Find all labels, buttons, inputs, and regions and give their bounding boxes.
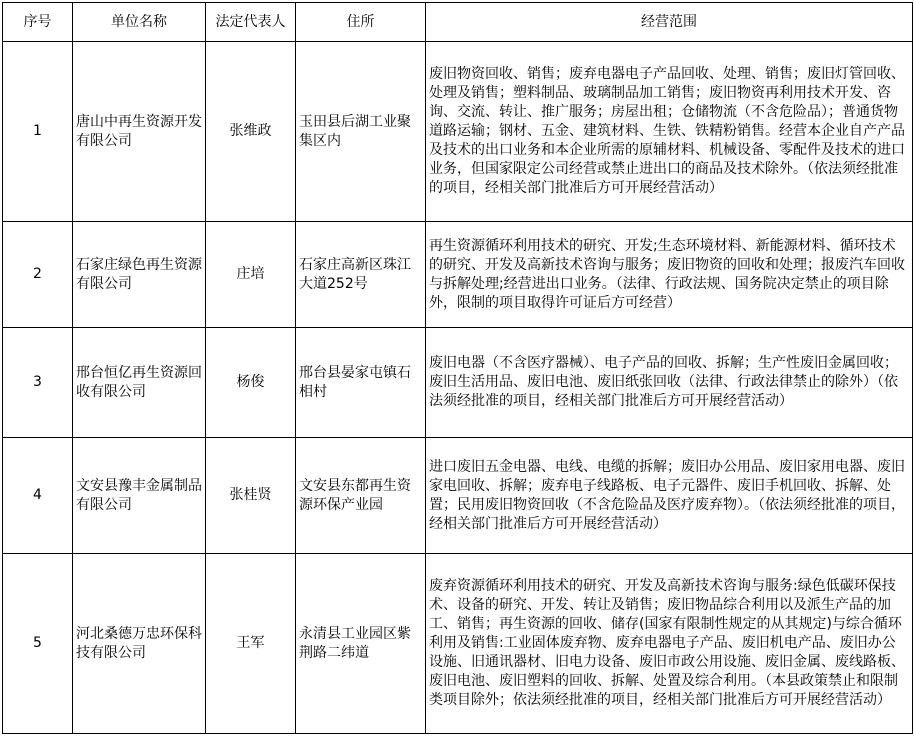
- row-address: 邢台县晏家屯镇石相村: [296, 328, 426, 438]
- row-no: 3: [3, 328, 73, 438]
- row-no: 1: [3, 42, 73, 222]
- header-scope: 经营范围: [426, 3, 913, 42]
- row-scope: 进口废旧五金电器、电线、电缆的拆解；废旧办公用品、废旧家用电器、废旧家电回收、拆解；废弃电子线路板、电子元器件、废旧手机回收、拆解、处置；民用废旧物资回收（不含危险品及医疗废弃物）。（依法须经批准的项目，经相关部门批准后方可开展经营活动）: [426, 438, 913, 554]
- row-name: 唐山中再生资源开发有限公司: [73, 42, 206, 222]
- row-scope: 废旧物资回收、销售；废弃电器电子产品回收、处理、销售；废旧灯管回收、处理及销售；塑料制品、玻璃制品加工销售；废旧物资再利用技术开发、咨询、交流、转让、推广服务；房屋出租；仓储物流（不含危险品）；普通货物道路运输；钢材、五金、建筑材料、生铁、铁精粉销售。经营本企业自产产品及技术的出口业务和本企业所需的原辅材料、机械设备、零配件及技术的进口业务，但国家限定公司经营或禁止进出口的商品及技术除外。（依法须经批准的项目，经相关部门批准后方可开展经营活动）: [426, 42, 913, 222]
- row-address: 永清县工业园区紫荆路二纬道: [296, 554, 426, 734]
- row-name: 邢台恒亿再生资源回收有限公司: [73, 328, 206, 438]
- row-rep: 张维政: [206, 42, 296, 222]
- row-scope: 废弃资源循环利用技术的研究、开发及高新技术咨询与服务:绿色低碳环保技术、设备的研究、开发、转让及销售；废旧物品综合利用以及派生产品的加工、销售；再生资源的回收、储存(国家有限制性规定的从其规定)与综合循环利用及销售:工业固体废弃物、废弃电器电子产品、废旧机电产品、废旧办公设施、旧通讯器材、旧电力设备、废旧市政公用设施、废旧金属、废线路板、废旧电池、废旧塑料的回收、拆解、处置及综合利用。（本县政策禁止和限制类项目除外；依法须经批准的项目，经相关部门批准后方可开展经营活动）: [426, 554, 913, 734]
- row-rep: 张桂贤: [206, 438, 296, 554]
- row-name: 文安县豫丰金属制品有限公司: [73, 438, 206, 554]
- row-rep: 王军: [206, 554, 296, 734]
- header-rep: 法定代表人: [206, 3, 296, 42]
- header-address: 住所: [296, 3, 426, 42]
- table-row: [3, 42, 913, 222]
- table-row: [3, 328, 913, 438]
- row-scope: 废旧电器（不含医疗器械）、电子产品的回收、拆解；生产性废旧金属回收；废旧生活用品、废旧电池、废旧纸张回收（法律、行政法律禁止的除外）（依法须经批准的项目，经相关部门批准后方可开展经营活动）: [426, 328, 913, 438]
- row-scope: 再生资源循环利用技术的研究、开发;生态环境材料、新能源材料、循环技术的研究、开发及高新技术咨询与服务；废旧物资的回收和处理；报废汽车回收与拆解处理;经营进出口业务。（法律、行政法规、国务院决定禁止的项目除外，限制的项目取得许可证后方可经营）: [426, 222, 913, 328]
- table-row: [3, 222, 913, 328]
- row-no: 4: [3, 438, 73, 554]
- row-address: 石家庄高新区珠江大道252号: [296, 222, 426, 328]
- row-no: 5: [3, 554, 73, 734]
- row-address: 文安县东都再生资源环保产业园: [296, 438, 426, 554]
- header-no: 序号: [3, 3, 73, 42]
- row-rep: 庄培: [206, 222, 296, 328]
- row-rep: 杨俊: [206, 328, 296, 438]
- enterprise-table: [2, 2, 913, 734]
- row-no: 2: [3, 222, 73, 328]
- row-name: 河北桑德万忠环保科技有限公司: [73, 554, 206, 734]
- row-address: 玉田县后湖工业聚集区内: [296, 42, 426, 222]
- row-name: 石家庄绿色再生资源有限公司: [73, 222, 206, 328]
- table-row: [3, 554, 913, 734]
- table-row: [3, 438, 913, 554]
- header-row: [3, 3, 913, 42]
- header-name: 单位名称: [73, 3, 206, 42]
